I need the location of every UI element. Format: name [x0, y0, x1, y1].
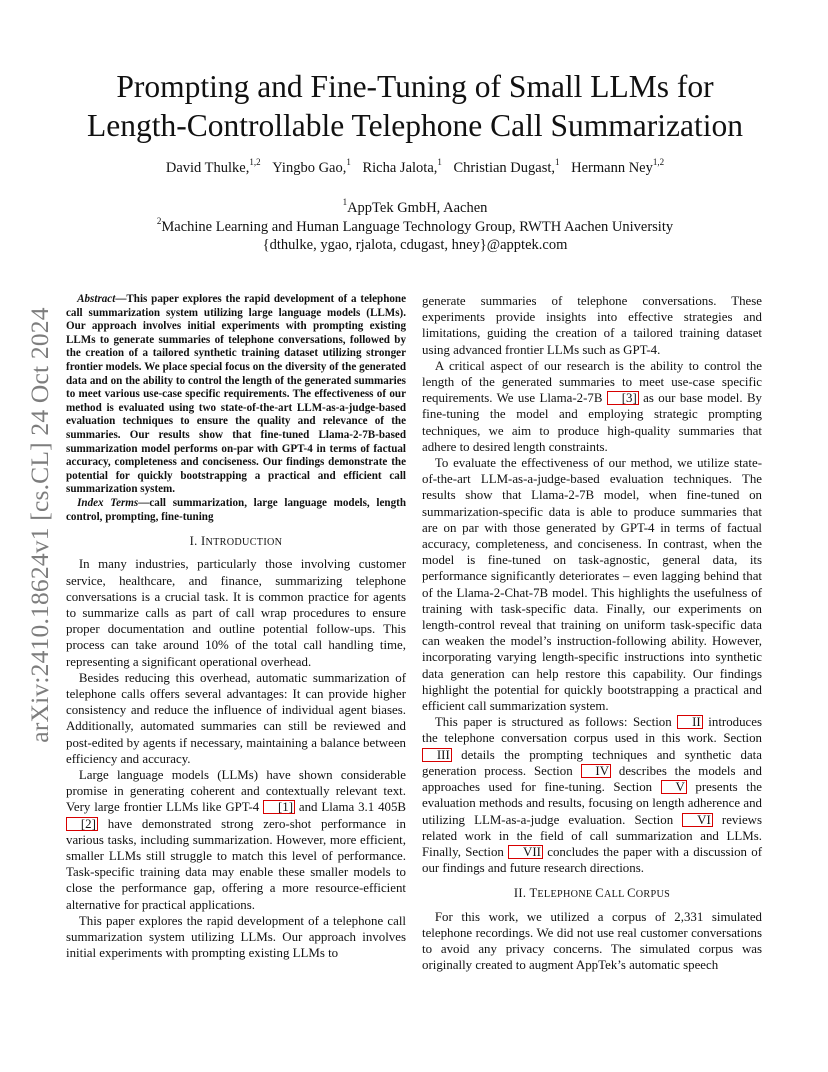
- index-terms: Index Terms—call summarization, large language models, length control, prompting, fine-tuning: [66, 496, 406, 523]
- author-list: [40, 157, 790, 177]
- section-link[interactable]: VI: [682, 813, 713, 827]
- citation-link[interactable]: [1]: [263, 800, 295, 814]
- author: Christian Dugast,$^1$: [453, 157, 560, 176]
- author-emails: {dthulke, ygao, rjalota, cdugast, hney}@apptek.com: [262, 237, 568, 253]
- citation-link[interactable]: [2]: [66, 817, 98, 831]
- affiliation-1: $^1$AppTek GmbH, Aachen: [342, 197, 488, 216]
- section-link[interactable]: II: [677, 715, 702, 729]
- paragraph: A critical aspect of our research is the ability to control the length of the generated summaries to meet use-case specific requirements. We use Llama-2-7B [3] as our base model. By fine-tuning the model and employing strategic prompting techniques, we aim to produce high-quality summaries that adhere to desired length constraints.: [422, 358, 762, 454]
- section-link[interactable]: VII: [508, 845, 543, 859]
- section-link[interactable]: IV: [581, 764, 612, 778]
- title-line-2: Length-Controllable Telephone Call Summarization: [87, 108, 743, 143]
- section-heading-introduction: I. INTRODUCTION: [189, 534, 283, 549]
- paragraph: In many industries, particularly those involving customer service, healthcare, and finance, summarizing telephone conversations is a crucial task. It is common practice for agents to summarize calls as part of call wrap procedures to ensure proper documentation and outline potential follow-ups. This process can take around 10% of the total call handling time, representing a significant operational overhead.: [66, 557, 406, 669]
- affiliations: [40, 199, 790, 255]
- paragraph: Besides reducing this overhead, automatic summarization of telephone calls offers several advantages: It can provide higher consistency and reduce the influence of individual agent biases. Additionally, automated summaries can still be reviewed and post-edited by agents if necessary, maintaining a balance between efficiency and accuracy.: [66, 670, 406, 766]
- author: David Thulke,$^{1,2}$: [165, 157, 261, 176]
- section-link[interactable]: V: [661, 780, 687, 794]
- paragraph: generate summaries of telephone conversations. These experiments provide insights into effective strategies and limitations, guiding the creation of a tailored training dataset using advanced frontier LLMs such as GPT-4.: [422, 294, 762, 357]
- author: Hermann Ney$^{1,2}$: [571, 157, 665, 176]
- author: Yingbo Gao,$^1$: [272, 157, 351, 176]
- section-heading-corpus: II. TELEPHONE CALL CORPUS: [513, 886, 671, 901]
- abstract: Abstract—This paper explores the rapid development of a telephone call summarization system utilizing large language models (LLMs). Our approach involves initial experiments with prompting existing LLMs to generate summaries of telephone conversations, followed by the creation of a tailored synthetic training dataset utilizing stronger frontier models. We place special focus on the diversity of the generated data and on the ability to control the length of the generated summaries to meet various use-case specific requirements. The effectiveness of our method is evaluated using two state-of-the-art LLM-as-a-judge-based evaluation techniques to ensure the quality and relevance of the summaries. Our results show that fine-tuned Llama-2-7B-based summarization model performs on-par with GPT-4 in terms of factual accuracy, completeness and conciseness. Our findings demonstrate the potential for quickly bootstrapping a practical and efficient call summarization system.: [66, 293, 406, 496]
- paragraph: To evaluate the effectiveness of our method, we utilize state-of-the-art LLM-as-a-judge-based evaluation techniques. The results show that Llama-2-7B model, when fine-tuned on summarization-specific data is able to produce summaries that are on par with those generated by GPT-4 in terms of factual accuracy, completeness, and conciseness. In contrast, when the model is fine-tuned on task-agnostic, general data, its performance significantly deteriorates – even lagging behind that of the Llama-2-Chat-7B model. This highlights the usefulness of training with task-specific data. Finally, our experiments on length-control reveal that training on uniform task-specific data can weaken the model’s instruction-following ability. However, incorporating varying length-specific instructions into synthetic data generation can help restore this capability. Our findings highlight the potential for quickly bootstrapping a practical and efficient call summarization system.: [422, 456, 762, 714]
- affiliation-2: $^2$Machine Learning and Human Language Technology Group, RWTH Aachen University: [156, 215, 674, 235]
- citation-link[interactable]: [3]: [607, 391, 639, 405]
- title-line-1: Prompting and Fine-Tuning of Small LLMs for: [116, 69, 714, 104]
- paragraph: This paper explores the rapid development of a telephone call summarization system utilizing LLMs. Our approach involves initial experiments with prompting existing LLMs to: [66, 913, 406, 961]
- right-column: [422, 293, 762, 973]
- paragraph: This paper is structured as follows: Section II introduces the telephone conversation corpus used in this work. Section III details the prompting techniques and synthetic data generation process. Section IV describes the models and approaches used for fine-tuning. Section V presents the evaluation methods and results, focusing on length adherence and utilizing LLM-as-a-judge evaluation. Section VI reviews related work in the field of call summarization and LLMs. Finally, Section VII concludes the paper with a discussion of our findings and future research directions.: [422, 715, 763, 876]
- arxiv-identifier: [20, 290, 60, 760]
- left-column: [66, 293, 406, 961]
- paper-title: [40, 67, 790, 145]
- paragraph: Large language models (LLMs) have shown considerable promise in generating coherent and contextually relevant text. Very large frontier LLMs like GPT-4 [1] and Llama 3.1 405B [2] have demonstrated strong zero-shot performance in various tasks, including summarization. However, more efficient, smaller LLMs still struggle to match this level of performance. Task-specific training data may enable these smaller models to close the performance gap, offering a more resource-efficient alternative for practical applications.: [66, 767, 406, 912]
- section-link[interactable]: III: [422, 748, 452, 762]
- author: Richa Jalota,$^1$: [362, 157, 442, 176]
- paragraph: For this work, we utilized a corpus of 2,331 simulated telephone recordings. We did not use real customer conversations to avoid any privacy concerns. The simulated corpus was originally created to augment AppTek’s automatic speech: [422, 909, 762, 973]
- arxiv-id-text: arXiv:2410.18624v1 [cs.CL] 24 Oct 2024: [25, 307, 54, 743]
